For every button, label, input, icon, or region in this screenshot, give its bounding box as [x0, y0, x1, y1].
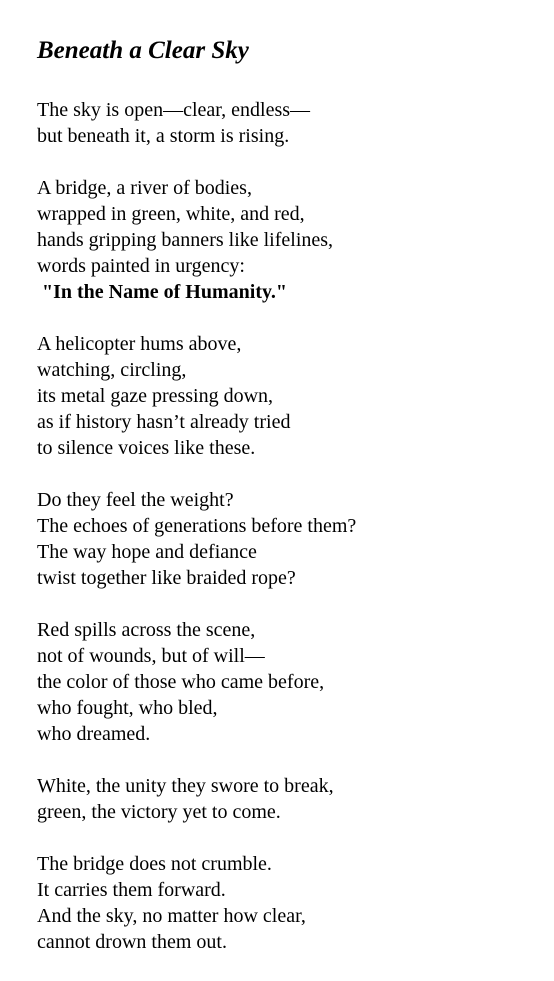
- stanza: [37, 331, 537, 461]
- poem-line: but beneath it, a storm is rising.: [37, 125, 290, 147]
- poem-line: who dreamed.: [37, 723, 151, 745]
- poem-line: "In the Name of Humanity.": [37, 281, 287, 303]
- poem-line: to silence voices like these.: [37, 437, 256, 459]
- poem-line: Do they feel the weight?: [37, 489, 234, 511]
- poem-line: The bridge does not crumble.: [37, 853, 272, 875]
- poem-line: White, the unity they swore to break,: [37, 775, 334, 797]
- poem-line: It carries them forward.: [37, 879, 226, 901]
- poem-line: hands gripping banners like lifelines,: [37, 229, 334, 251]
- poem-line: the color of those who came before,: [37, 671, 325, 693]
- poem-line: Red spills across the scene,: [37, 619, 256, 641]
- poem-line: The sky is open—clear, endless—: [37, 99, 311, 121]
- poem-line: green, the victory yet to come.: [37, 801, 281, 823]
- poem-line: The echoes of generations before them?: [37, 515, 357, 537]
- poem-line: words painted in urgency:: [37, 255, 245, 277]
- poem-line: twist together like braided rope?: [37, 567, 296, 589]
- stanza: [37, 487, 537, 591]
- poem-line: wrapped in green, white, and red,: [37, 203, 305, 225]
- stanza: [37, 851, 537, 955]
- stanza: [37, 773, 537, 825]
- poem-line: The way hope and defiance: [37, 541, 257, 563]
- stanza: [37, 175, 537, 305]
- poem-line: cannot drown them out.: [37, 931, 227, 953]
- poem-line: A helicopter hums above,: [37, 333, 242, 355]
- stanza: [37, 97, 537, 149]
- poem-body: [37, 97, 537, 955]
- poem-line: who fought, who bled,: [37, 697, 218, 719]
- poem-line: watching, circling,: [37, 359, 187, 381]
- poem-line: as if history hasn’t already tried: [37, 411, 291, 433]
- stanza: [37, 617, 537, 747]
- poem-line: not of wounds, but of will—: [37, 645, 265, 667]
- poem-title: Beneath a Clear Sky: [37, 37, 249, 64]
- poem-line: its metal gaze pressing down,: [37, 385, 274, 407]
- poem: [37, 36, 537, 981]
- poem-line: A bridge, a river of bodies,: [37, 177, 252, 199]
- poem-line: And the sky, no matter how clear,: [37, 905, 306, 927]
